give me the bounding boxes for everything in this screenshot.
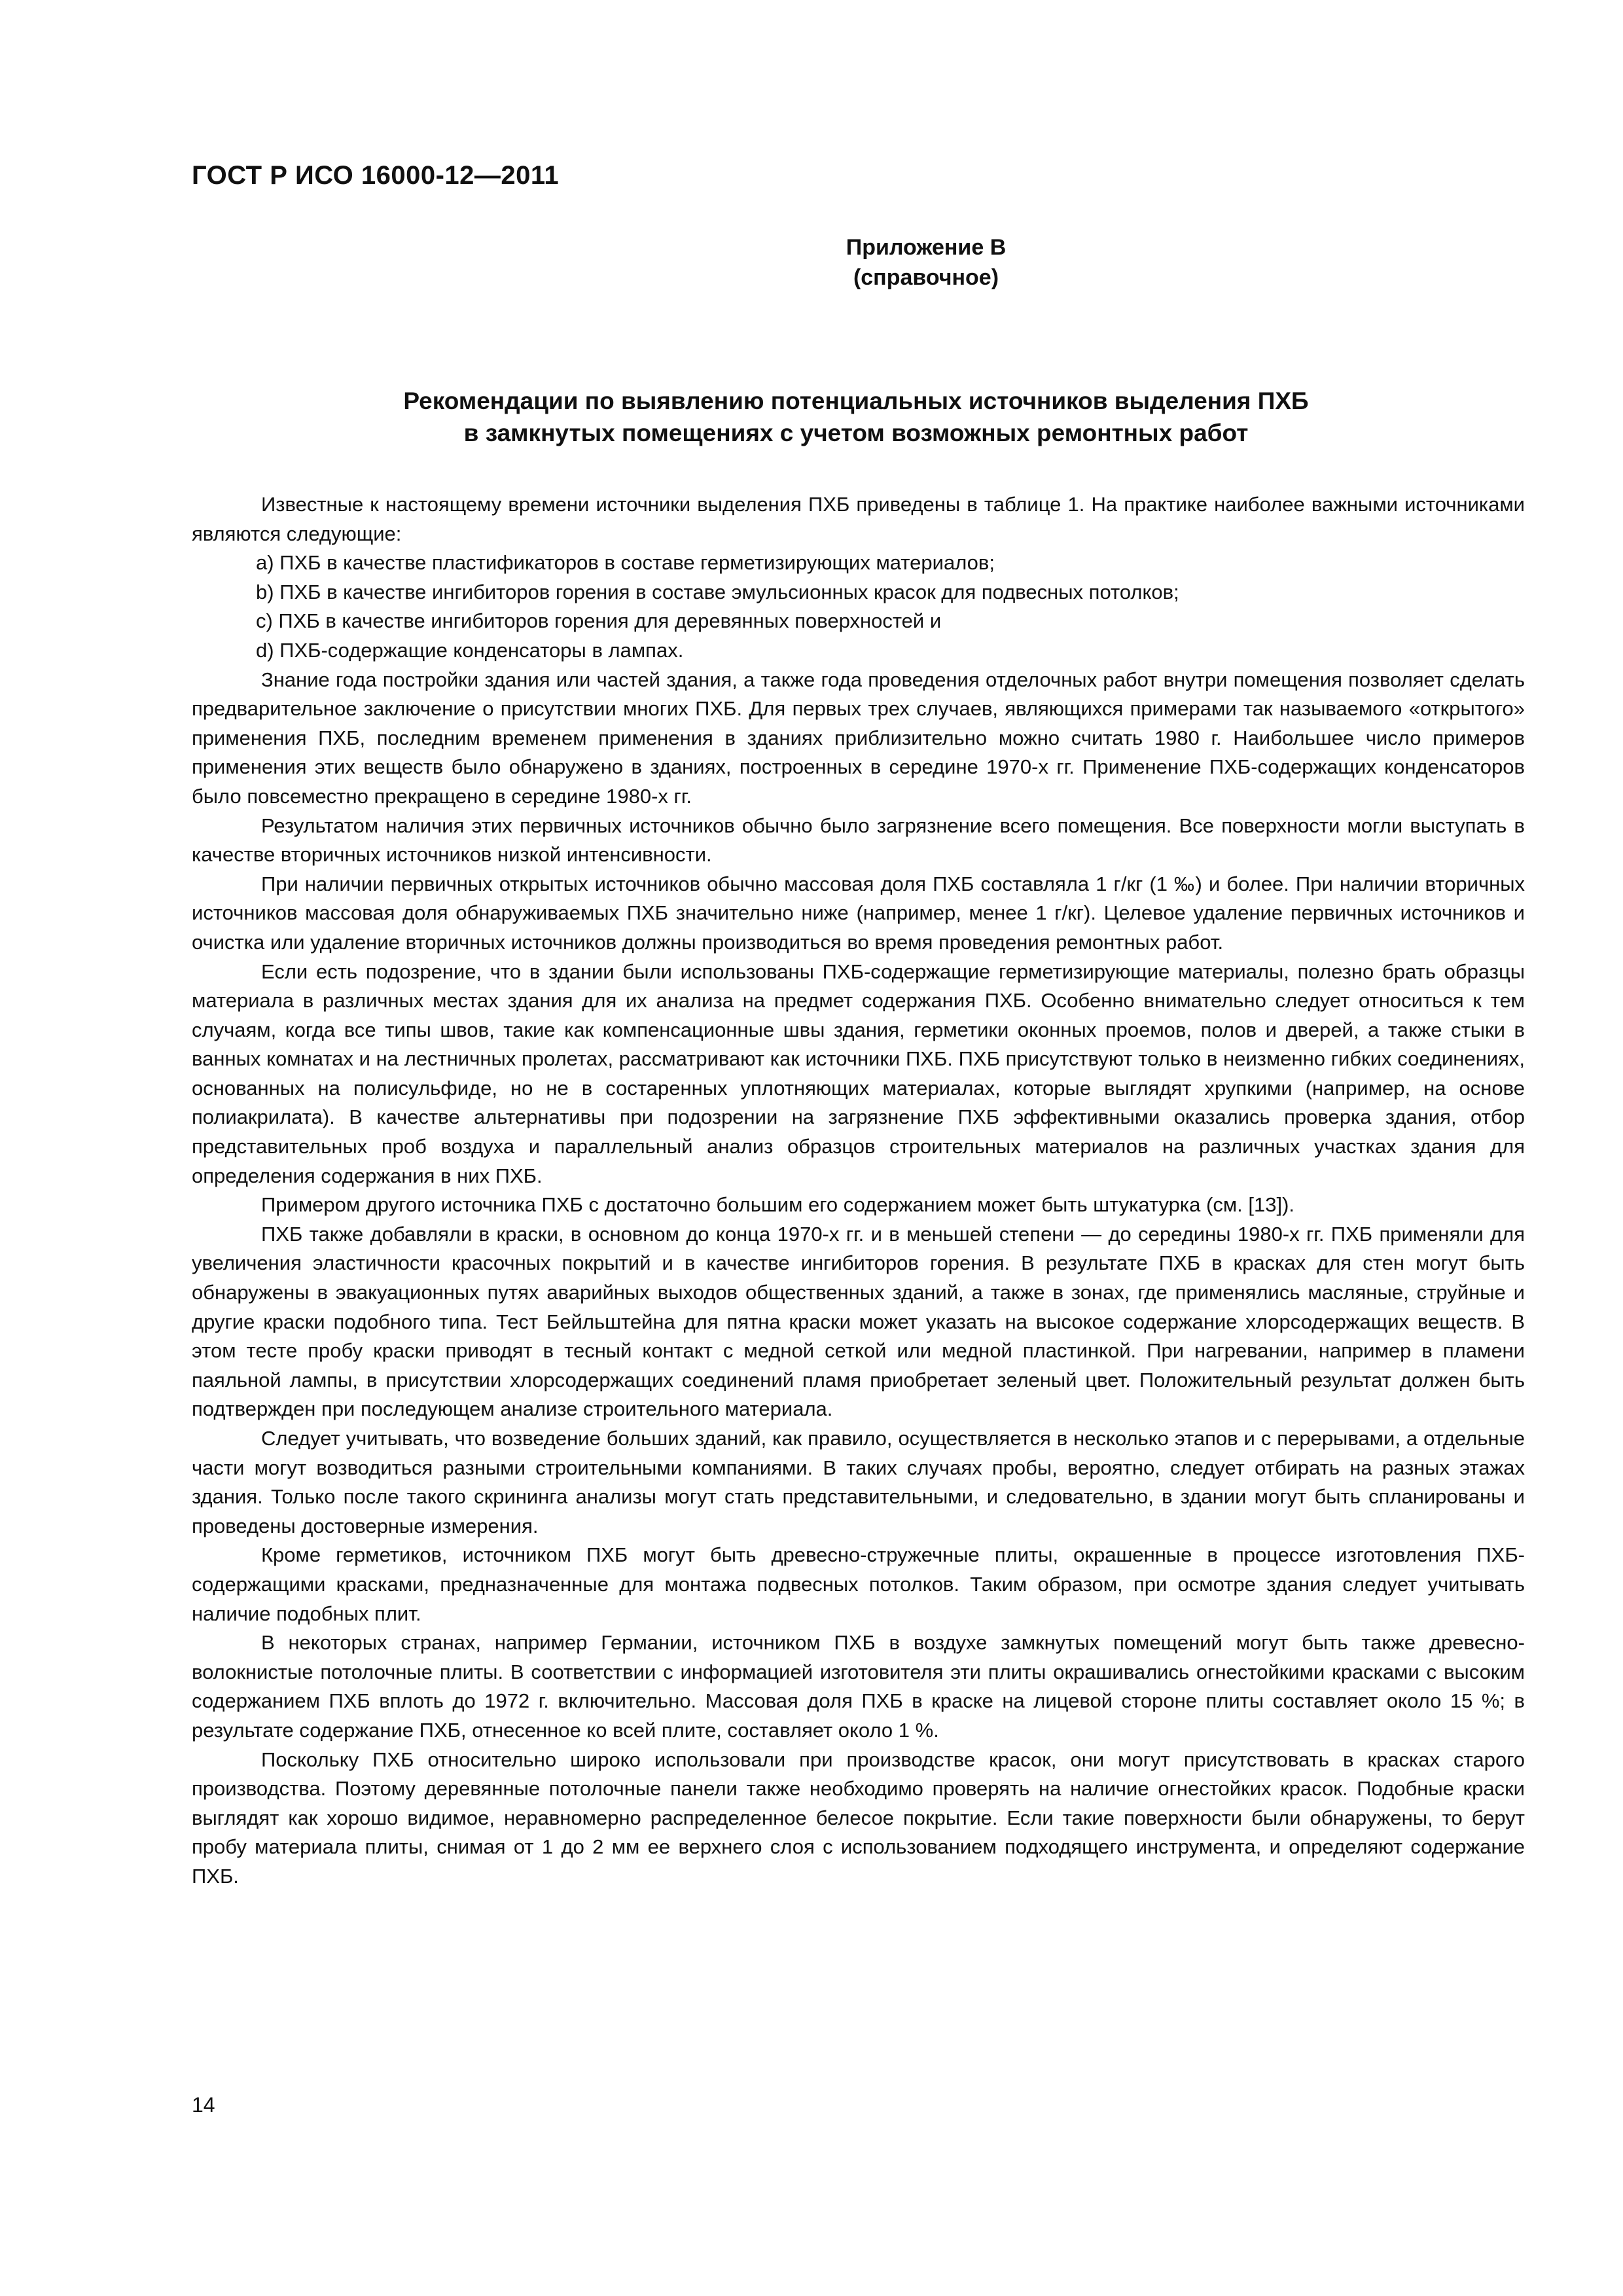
list-item: b) ПХБ в качестве ингибиторов горения в составе эмульсионных красок для подвесных потолков; (256, 580, 1179, 603)
paragraph: Поскольку ПХБ относительно широко использовали при производстве красок, они могут присутствовать в красках старого производства. Поэтому деревянные потолочные панели также необходимо проверять на наличие огнестойких красок. Подобные краски выглядят как хорошо видимое, неравномерно распределенное белесое покрытие. Если такие поверхности были обнаружены, то берут пробу материала плиты, снимая от 1 до 2 мм ее верхнего слоя с использованием подходящего инструмента, и определяют содержание ПХБ. (192, 1748, 1525, 1888)
paragraph: При наличии первичных открытых источников обычно массовая доля ПХБ составляла 1 г/кг (1 ‰) и более. При наличии вторичных источников массовая доля обнаруживаемых ПХБ значительно ниже (например, менее 1 г/кг). Целевое удаление первичных источников и очистка или удаление вторичных источников должны производиться во время проведения ремонтных работ. (192, 872, 1525, 954)
annex-type: (справочное) (853, 265, 999, 290)
document-id: ГОСТ Р ИСО 16000-12—2011 (192, 161, 560, 190)
paragraph: В некоторых странах, например Германии, источником ПХБ в воздухе замкнутых помещений могут быть также древесно-волокнистые потолочные плиты. В соответствии с информацией изготовителя эти плиты окрашивались огнестойкими красками с высоким содержанием ПХБ вплоть до 1972 г. включительно. Массовая доля ПХБ в краске на лицевой стороне плиты составляет около 15 %; в результате содержание ПХБ, отнесенное ко всей плите, составляет около 1 %. (192, 1631, 1525, 1742)
list-item: c) ПХБ в качестве ингибиторов горения для деревянных поверхностей и (256, 609, 942, 633)
list-item: d) ПХБ-содержащие конденсаторы в лампах. (256, 638, 684, 662)
section-title (192, 385, 1520, 449)
section-title-line-2: в замкнутых помещениях с учетом возможных ремонтных работ (463, 420, 1249, 446)
list-item: a) ПХБ в качестве пластификаторов в составе герметизирующих материалов; (256, 551, 995, 575)
paragraph: Результатом наличия этих первичных источников обычно было загрязнение всего помещения. Все поверхности могли выступать в качестве вторичных источников низкой интенсивности. (192, 814, 1525, 867)
paragraph: ПХБ также добавляли в краски, в основном до конца 1970-х гг. и в меньшей степени — до середины 1980-х гг. ПХБ применяли для увеличения эластичности красочных покрытий и в качестве ингибиторов горения. В результате ПХБ в красках для стен могут быть обнаружены в эвакуационных путях аварийных выходов общественных зданий, а также в зонах, где применялись масляные, струйные и другие краски подобного типа. Тест Бейльштейна для пятна краски может указать на высокое содержание хлорсодержащих веществ. В этом тесте пробу краски приводят в тесный контакт с медной сеткой или медной пластинкой. При нагревании, например в пламени паяльной лампы, в присутствии хлорсодержащих соединений пламя приобретает зеленый цвет. Положительный результат должен быть подтвержден при последующем анализе строительного материала. (192, 1222, 1525, 1421)
section-title-line-1: Рекомендации по выявлению потенциальных источников выделения ПХБ (403, 387, 1309, 414)
paragraph: Кроме герметиков, источником ПХБ могут быть древесно-стружечные плиты, окрашенные в процессе изготовления ПХБ-содержащими красками, предназначенные для монтажа подвесных потолков. Таким образом, при осмотре здания следует учитывать наличие подобных плит. (192, 1543, 1525, 1625)
paragraph: Примером другого источника ПХБ с достаточно большим его содержанием может быть штукатурка (см. [13]). (261, 1193, 1295, 1217)
page-number: 14 (192, 2093, 215, 2117)
intro-paragraph: Известные к настоящему времени источники выделения ПХБ приведены в таблице 1. На практике наиболее важными источниками являются следующие: (192, 493, 1525, 545)
paragraph: Следует учитывать, что возведение больших зданий, как правило, осуществляется в несколько этапов и с перерывами, а отдельные части могут возводиться разными строительными компаниями. В таких случаях пробы, вероятно, следует отбирать на разных этажах здания. Только после такого скрининга анализы могут стать представительными, и следовательно, в здании могут быть спланированы и проведены достоверные измерения. (192, 1427, 1525, 1537)
paragraph: Если есть подозрение, что в здании были использованы ПХБ-содержащие герметизирующие материалы, полезно брать образцы материала в различных местах здания для их анализа на предмет содержания ПХБ. Особенно внимательно следует относиться к тем случаям, когда все типы швов, такие как компенсационные швы здания, герметики оконных проемов, полов и дверей, а также стыки в ванных комнатах и на лестничных пролетах, рассматривают как источники ПХБ. ПХБ присутствуют только в неизменно гибких соединениях, основанных на полисульфиде, но не в состаренных уплотняющих материалах, которые выглядят хрупкими (например, на основе полиакрилата). В качестве альтернативы при подозрении на загрязнение ПХБ эффективными оказались проверка здания, отбор представительных проб воздуха и параллельный анализ образцов строительных материалов на различных участках здания для определения содержания в них ПХБ. (192, 960, 1525, 1187)
annex-heading (0, 232, 1623, 293)
body-text (192, 490, 1525, 1892)
annex-label: Приложение В (846, 235, 1007, 260)
paragraph: Знание года постройки здания или частей здания, а также года проведения отделочных работ внутри помещения позволяет сделать предварительное заключение о присутствии многих ПХБ. Для первых трех случаев, являющихся примерами так называемого «открытого» применения ПХБ, последним временем применения в зданиях приблизительно можно считать 1980 г. Наибольшее число примеров применения этих веществ было обнаружено в зданиях, построенных в середине 1970-х гг. Применение ПХБ-содержащих конденсаторов было повсеместно прекращено в середине 1980-х гг. (192, 668, 1525, 808)
